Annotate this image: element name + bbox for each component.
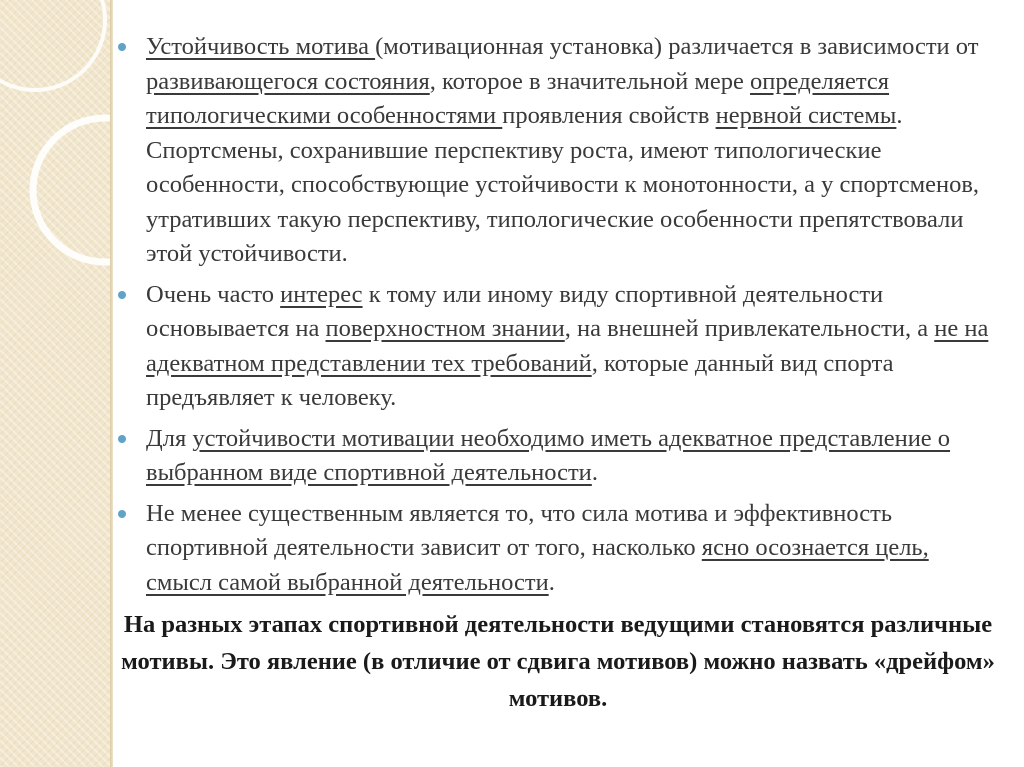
deco-ring-middle <box>33 118 110 262</box>
side-divider <box>110 0 113 767</box>
underlined-phrase: не на адекватном представлении тех требований <box>146 315 989 377</box>
text-segment: , которое в значительной мере <box>429 67 751 95</box>
bullet-list <box>118 30 998 600</box>
bullet-item <box>118 497 998 601</box>
bullet-dot-icon <box>118 510 126 518</box>
bullet-item <box>118 30 998 272</box>
text-segment: . <box>591 459 598 486</box>
underlined-phrase: устойчивости мотивации необходимо иметь адекватное представление о выбранном виде спортивной деятельности <box>146 424 951 486</box>
text-segment: Очень часто <box>146 280 281 308</box>
underlined-phrase: нервной системы <box>715 102 897 129</box>
text-segment: , которые данный вид спорта предъявляет к человеку. <box>146 349 894 411</box>
bullet-dot-icon <box>118 291 126 299</box>
text-segment: . <box>548 568 555 596</box>
text-segment: Для <box>146 424 193 452</box>
underlined-phrase: развивающегося состояния <box>146 67 430 95</box>
underlined-phrase: ясно осознается цель, смысл самой выбранной деятельности <box>146 534 929 596</box>
bullet-dot-icon <box>118 43 126 51</box>
text-segment: , на внешней привлекательности, а <box>564 315 935 342</box>
deco-ring-top <box>0 0 105 90</box>
underlined-phrase: Устойчивость мотива <box>146 33 376 60</box>
decorative-side-band <box>0 0 110 767</box>
decorative-rings <box>0 0 110 767</box>
text-segment: к тому или иному виду спортивной деятельности основывается на <box>146 280 884 342</box>
underlined-phrase: интерес <box>280 280 363 308</box>
slide-content <box>118 30 998 717</box>
text-segment: (мотивационная установка) различается в зависимости от <box>375 33 979 60</box>
bullet-item <box>118 278 998 416</box>
bullet-dot-icon <box>118 435 126 443</box>
text-segment: проявления свойств <box>502 102 716 129</box>
closing-statement: На разных этапах спортивной деятельности ведущими становятся различные мотивы. Это явление (в отличие от сдвига мотивов) можно назвать «дрейфом» мотивов. <box>121 611 995 712</box>
underlined-phrase: определяется типологическими особенностями <box>146 67 890 129</box>
text-segment: Не менее существенным является то, что сила мотива и эффективность спортивной деятельности зависит от того, насколько <box>146 499 893 561</box>
text-segment: . Спортсмены, сохранившие перспективу роста, имеют типологические особенности, способствующие устойчивости к монотонности, а у спортсменов, утративших такую перспективу, типологические особенности препятствовали этой устойчивости. <box>146 102 980 267</box>
underlined-phrase: поверхностном знании <box>325 315 565 342</box>
bullet-item <box>118 422 998 491</box>
